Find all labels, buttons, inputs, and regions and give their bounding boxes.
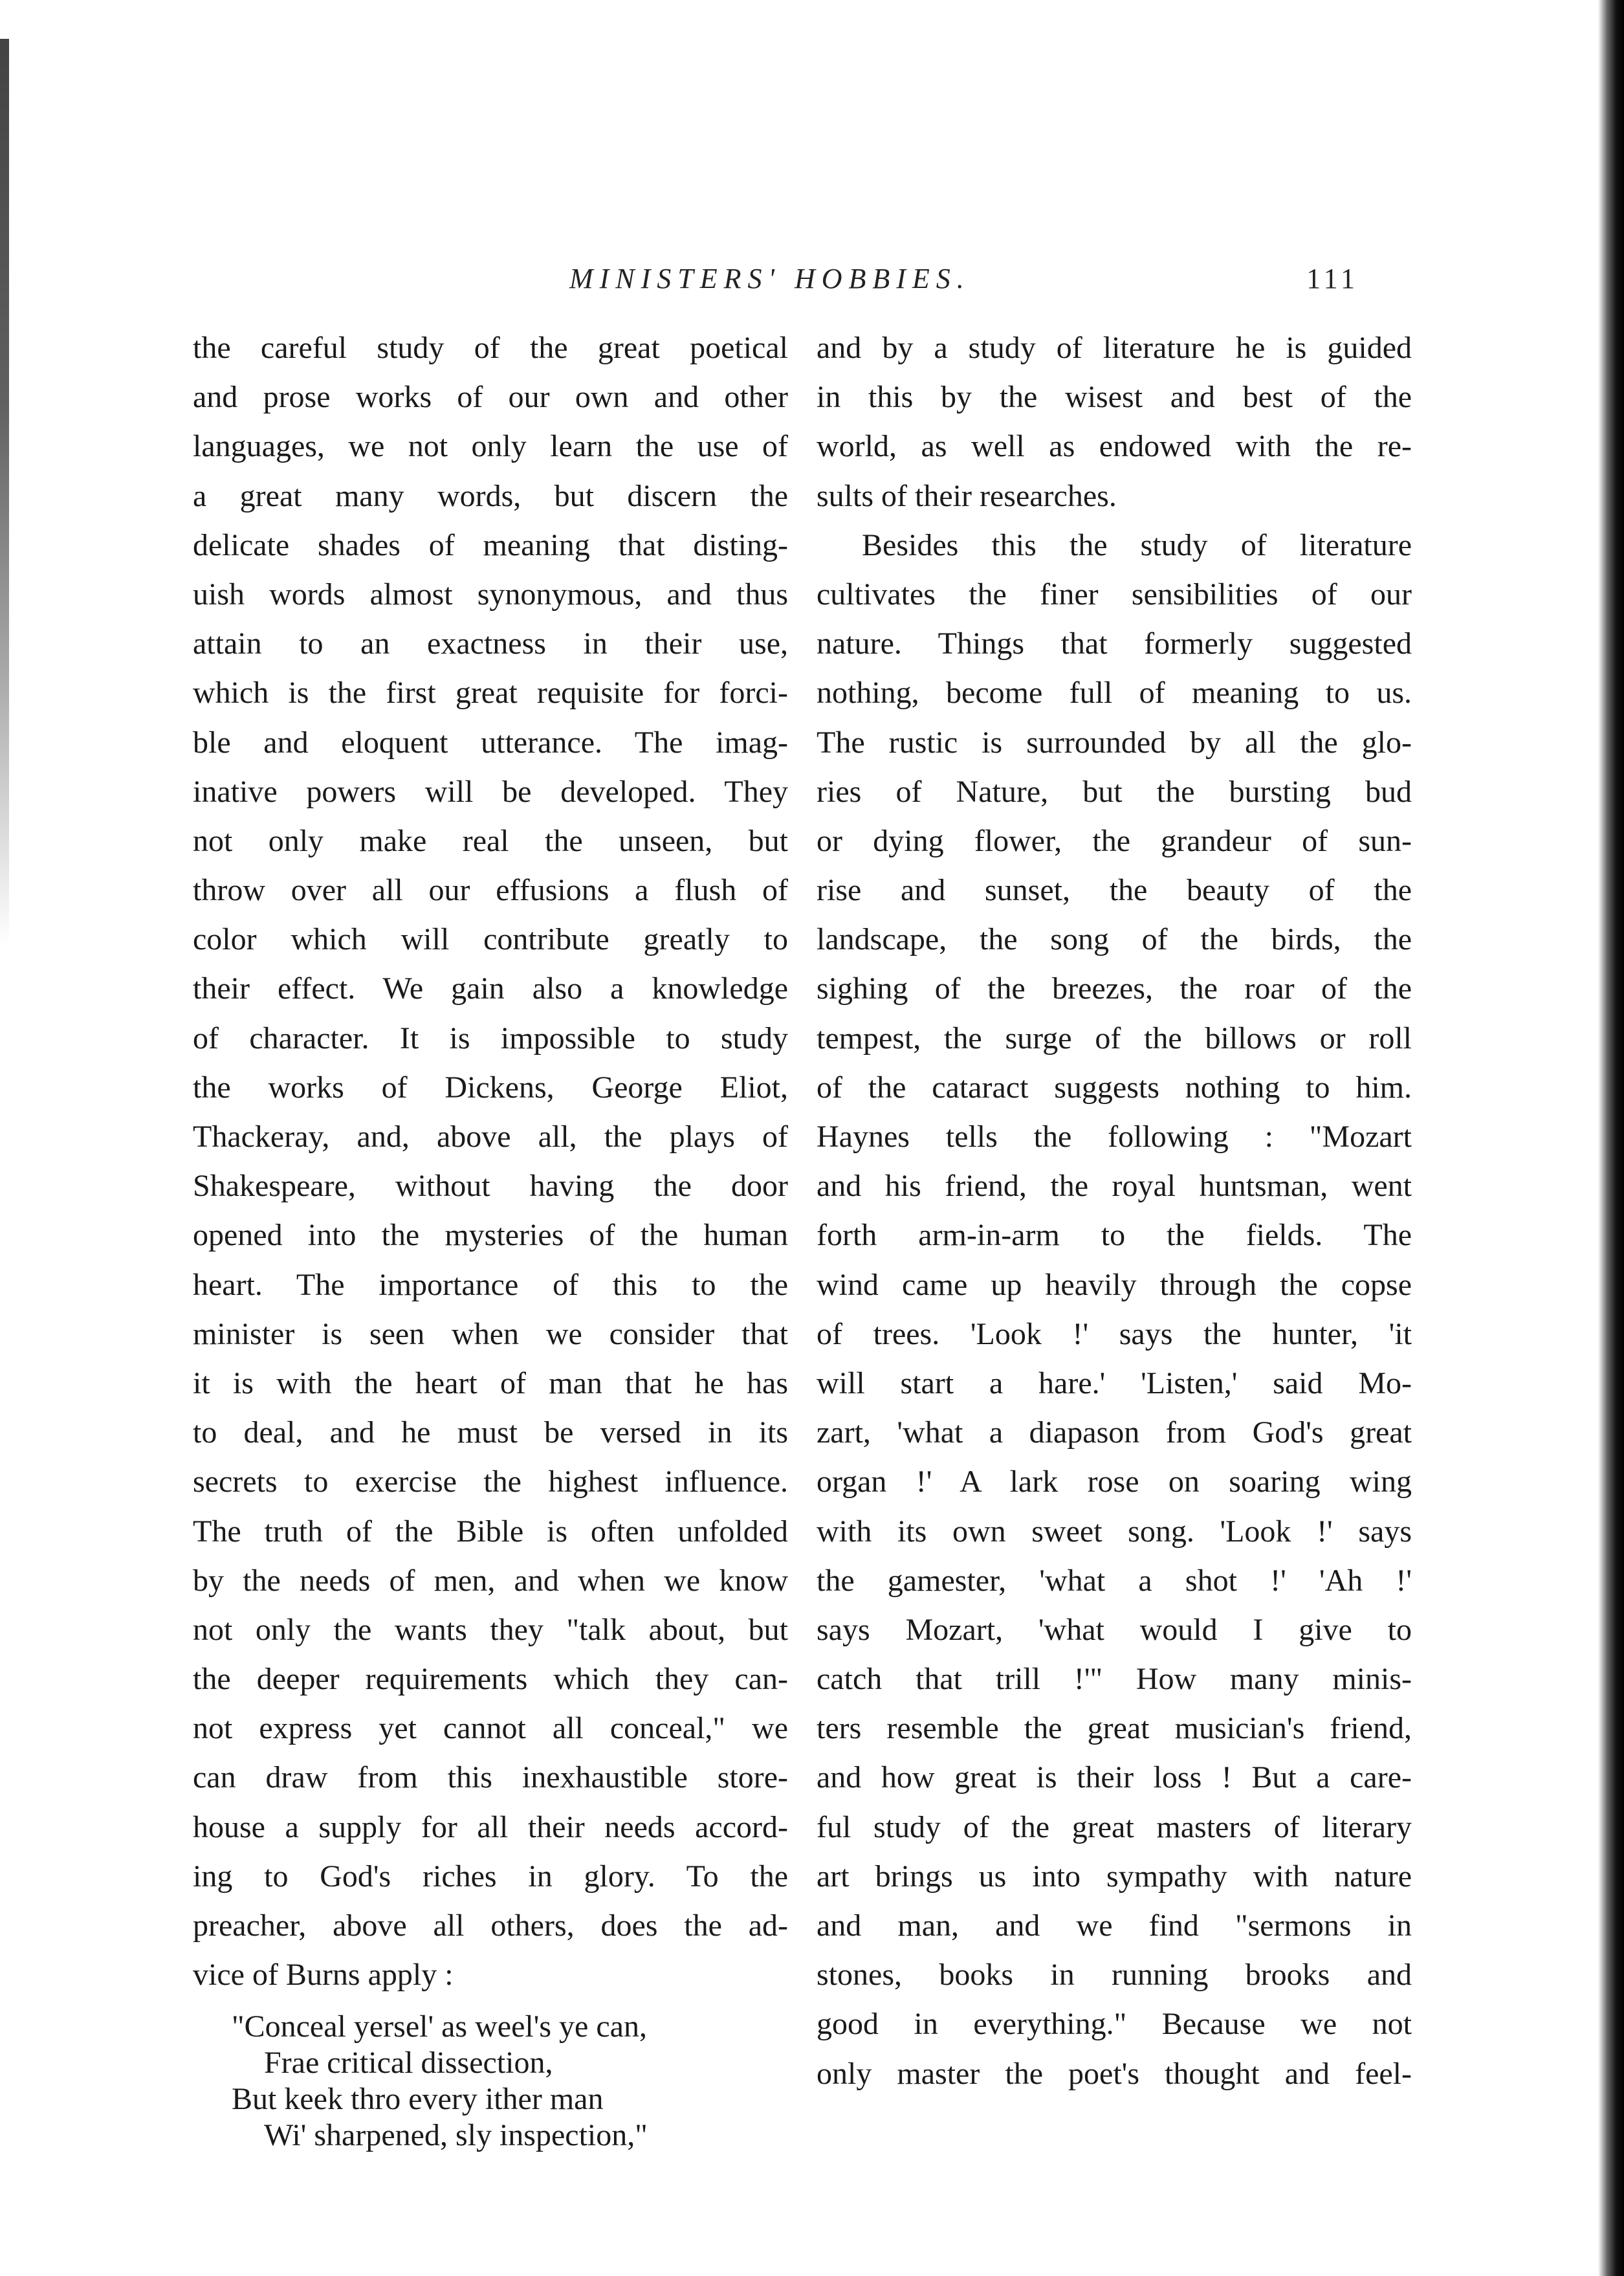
- text-line: house a supply for all their needs accord-: [193, 1809, 788, 1844]
- text-line: Besides this the study of literature: [862, 527, 1412, 562]
- text-line: world, as well as endowed with the re-: [817, 429, 1412, 464]
- text-line: catch that trill !'" How many minis-: [817, 1662, 1412, 1697]
- text-line: and by a study of literature he is guided: [817, 331, 1412, 365]
- text-line: ries of Nature, but the bursting bud: [817, 774, 1412, 809]
- text-line: and how great is their loss ! But a care-: [817, 1760, 1412, 1795]
- text-line: the deeper requirements which they can-: [193, 1662, 788, 1697]
- text-line: Thackeray, and, above all, the plays of: [193, 1120, 788, 1154]
- text-line: color which will contribute greatly to: [193, 922, 788, 957]
- text-line: not only make real the unseen, but: [193, 823, 788, 858]
- text-line: inative powers will be developed. They: [193, 774, 788, 809]
- text-line: ing to God's riches in glory. To the: [193, 1859, 788, 1894]
- text-line: in this by the wisest and best of the: [817, 380, 1412, 415]
- text-line: which is the first great requisite for forci-: [193, 676, 788, 711]
- text-line: can draw from this inexhaustible store-: [193, 1760, 788, 1795]
- text-line: sults of their researches.: [817, 478, 1117, 513]
- running-head: [569, 262, 1359, 307]
- right-column-lines: [817, 324, 1412, 2099]
- text-line: the careful study of the great poetical: [193, 331, 788, 365]
- text-line: sighing of the breezes, the roar of the: [817, 971, 1412, 1006]
- text-line: and man, and we find "sermons in: [817, 1908, 1412, 1943]
- verse-line: Wi' sharpened, sly inspection,": [264, 2118, 648, 2153]
- text-line: zart, 'what a diapason from God's great: [817, 1415, 1412, 1450]
- left-text-column: [193, 324, 788, 2154]
- text-line: and prose works of our own and other: [193, 380, 788, 415]
- text-line: only master the poet's thought and feel-: [817, 2056, 1412, 2091]
- text-line: secrets to exercise the highest influence.: [193, 1464, 788, 1499]
- text-line: it is with the heart of man that he has: [193, 1365, 788, 1400]
- text-line: a great many words, but discern the: [193, 478, 788, 513]
- text-line: preacher, above all others, does the ad-: [193, 1908, 788, 1943]
- left-column-lines: [193, 324, 788, 2000]
- running-title: MINISTERS' HOBBIES.: [569, 263, 971, 294]
- text-line: the works of Dickens, George Eliot,: [193, 1070, 788, 1105]
- text-line: and his friend, the royal huntsman, went: [817, 1169, 1412, 1204]
- scan-edge-right: [1598, 0, 1624, 2276]
- text-line: not express yet cannot all conceal," we: [193, 1711, 788, 1746]
- text-line: wind came up heavily through the copse: [817, 1267, 1412, 1302]
- text-line: forth arm-in-arm to the fields. The: [817, 1218, 1412, 1253]
- right-text-column: [817, 324, 1412, 2099]
- text-line: of trees. 'Look !' says the hunter, 'it: [817, 1316, 1412, 1351]
- text-line: of character. It is impossible to study: [193, 1021, 788, 1055]
- text-line: art brings us into sympathy with nature: [817, 1859, 1412, 1894]
- text-line: will start a hare.' 'Listen,' said Mo-: [817, 1365, 1412, 1400]
- text-line: nature. Things that formerly suggested: [817, 626, 1412, 661]
- text-line: good in everything." Because we not: [817, 2007, 1412, 2042]
- text-line: languages, we not only learn the use of: [193, 429, 788, 464]
- text-line: organ !' A lark rose on soaring wing: [817, 1464, 1412, 1499]
- text-line: of the cataract suggests nothing to him.: [817, 1070, 1412, 1105]
- text-line: heart. The importance of this to the: [193, 1267, 788, 1302]
- text-line: uish words almost synonymous, and thus: [193, 577, 788, 612]
- text-line: the gamester, 'what a shot !' 'Ah !': [817, 1563, 1412, 1598]
- scan-edge-left: [0, 39, 9, 945]
- text-line: attain to an exactness in their use,: [193, 626, 788, 661]
- text-line: to deal, and he must be versed in its: [193, 1415, 788, 1450]
- burns-verse-quote: [193, 2009, 788, 2154]
- text-line: stones, books in running brooks and: [817, 1958, 1412, 1993]
- page-number: 111: [1306, 263, 1359, 294]
- text-line: The rustic is surrounded by all the glo-: [817, 725, 1412, 760]
- text-line: delicate shades of meaning that disting-: [193, 527, 788, 562]
- text-line: ful study of the great masters of literary: [817, 1809, 1412, 1844]
- text-line: Haynes tells the following : "Mozart: [817, 1120, 1412, 1154]
- text-line: their effect. We gain also a knowledge: [193, 971, 788, 1006]
- text-line: ble and eloquent utterance. The imag-: [193, 725, 788, 760]
- text-line: landscape, the song of the birds, the: [817, 922, 1412, 957]
- text-line: throw over all our effusions a flush of: [193, 873, 788, 908]
- text-line: says Mozart, 'what would I give to: [817, 1612, 1412, 1647]
- text-line: vice of Burns apply :: [193, 1958, 454, 1993]
- text-line: not only the wants they "talk about, but: [193, 1612, 788, 1647]
- verse-line: Frae critical dissection,: [264, 2046, 553, 2081]
- text-line: Shakespeare, without having the door: [193, 1169, 788, 1204]
- text-line: or dying flower, the grandeur of sun-: [817, 823, 1412, 858]
- text-line: by the needs of men, and when we know: [193, 1563, 788, 1598]
- text-line: cultivates the finer sensibilities of our: [817, 577, 1412, 612]
- verse-line: "Conceal yersel' as weel's ye can,: [232, 2009, 647, 2044]
- verse-line: But keek thro every ither man: [232, 2082, 604, 2117]
- text-line: opened into the mysteries of the human: [193, 1218, 788, 1253]
- text-line: minister is seen when we consider that: [193, 1316, 788, 1351]
- text-line: tempest, the surge of the billows or roll: [817, 1021, 1412, 1055]
- text-line: The truth of the Bible is often unfolded: [193, 1514, 788, 1549]
- text-line: with its own sweet song. 'Look !' says: [817, 1514, 1412, 1549]
- text-line: rise and sunset, the beauty of the: [817, 873, 1412, 908]
- text-line: nothing, become full of meaning to us.: [817, 676, 1412, 711]
- text-line: ters resemble the great musician's friend,: [817, 1711, 1412, 1746]
